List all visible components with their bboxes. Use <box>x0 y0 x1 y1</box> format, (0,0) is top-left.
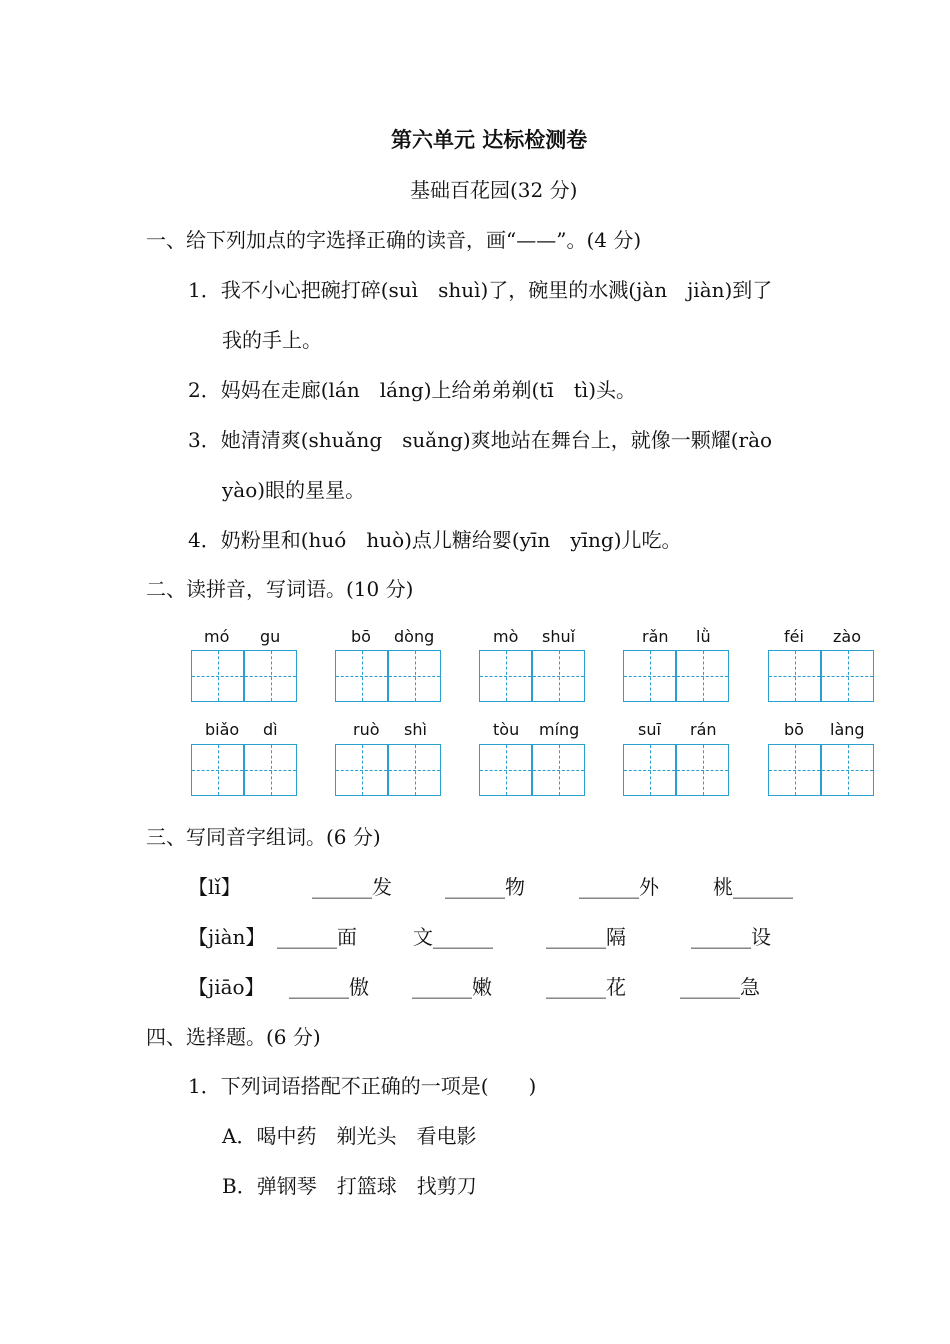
writing-cell[interactable] <box>335 744 388 796</box>
writing-cell[interactable] <box>335 650 388 702</box>
pinyin: rán <box>690 720 717 739</box>
writing-cell[interactable] <box>244 650 297 702</box>
q2-heading: 二、读拼音，写词语。(10 分) <box>146 577 414 601</box>
writing-grid[interactable] <box>479 650 585 702</box>
pinyin: biǎo <box>205 720 240 739</box>
writing-cell[interactable] <box>388 650 441 702</box>
q1-item3-line2: yào)眼的星星。 <box>222 478 366 502</box>
writing-cell[interactable] <box>821 744 874 796</box>
writing-cell[interactable] <box>191 650 244 702</box>
writing-grid[interactable] <box>479 744 585 796</box>
writing-cell[interactable] <box>532 744 585 796</box>
writing-grid[interactable] <box>623 744 729 796</box>
writing-cell[interactable] <box>676 650 729 702</box>
q4-item1: 1．下列词语搭配不正确的一项是( ) <box>188 1074 537 1098</box>
word-blank[interactable]: ______傲 <box>289 975 369 999</box>
homophone-label: 【jiàn】 <box>188 925 266 949</box>
word-blank[interactable]: ______设 <box>691 925 771 949</box>
writing-grid[interactable] <box>335 744 441 796</box>
page-title: 第六单元 达标检测卷 <box>391 128 588 152</box>
writing-cell[interactable] <box>191 744 244 796</box>
pinyin: làng <box>830 720 865 739</box>
writing-cell[interactable] <box>532 650 585 702</box>
writing-cell[interactable] <box>768 744 821 796</box>
option-a[interactable]: A．喝中药 剃光头 看电影 <box>222 1124 477 1148</box>
homophone-label: 【lǐ】 <box>188 875 241 899</box>
writing-grid[interactable] <box>335 650 441 702</box>
writing-cell[interactable] <box>244 744 297 796</box>
word-blank[interactable]: ______外 <box>579 875 659 899</box>
writing-cell[interactable] <box>676 744 729 796</box>
word-blank[interactable]: ______物 <box>445 875 525 899</box>
pinyin: mó <box>204 627 230 646</box>
writing-grid[interactable] <box>623 650 729 702</box>
word-blank[interactable]: 桃______ <box>713 875 793 899</box>
pinyin: mò <box>493 627 519 646</box>
option-b[interactable]: B．弹钢琴 打篮球 找剪刀 <box>222 1174 477 1198</box>
pinyin: shuǐ <box>542 627 576 646</box>
pinyin: lǜ <box>696 627 711 646</box>
word-blank[interactable]: ______发 <box>312 875 392 899</box>
pinyin: féi <box>784 627 804 646</box>
q1-item3-line1: 3．她清清爽(shuǎng suǎng)爽地站在舞台上，就像一颗耀(rào <box>188 428 773 452</box>
homophone-label: 【jiāo】 <box>188 975 265 999</box>
q1-heading: 一、给下列加点的字选择正确的读音，画“——”。(4 分) <box>146 228 642 252</box>
word-blank[interactable]: ______急 <box>680 975 760 999</box>
pinyin: ruò <box>353 720 380 739</box>
section-subtitle: 基础百花园(32 分) <box>410 178 578 202</box>
q1-item1-line1: 1．我不小心把碗打碎(suì shuì)了，碗里的水溅(jàn jiàn)到了 <box>188 278 773 302</box>
pinyin: shì <box>404 720 427 739</box>
writing-cell[interactable] <box>388 744 441 796</box>
pinyin: tòu <box>493 720 520 739</box>
q1-item1-line2: 我的手上。 <box>222 328 322 352</box>
writing-grid[interactable] <box>191 744 297 796</box>
writing-grid[interactable] <box>191 650 297 702</box>
q4-heading: 四、选择题。(6 分) <box>146 1025 321 1049</box>
writing-cell[interactable] <box>479 744 532 796</box>
pinyin: gu <box>260 627 281 646</box>
pinyin: dì <box>263 720 278 739</box>
writing-grid[interactable] <box>768 650 874 702</box>
pinyin: bō <box>351 627 371 646</box>
writing-grid[interactable] <box>768 744 874 796</box>
q1-item4: 4．奶粉里和(huó huò)点儿糖给婴(yīn yīng)儿吃。 <box>188 528 682 552</box>
q3-heading: 三、写同音字组词。(6 分) <box>146 825 381 849</box>
pinyin: suī <box>638 720 661 739</box>
word-blank[interactable]: ______面 <box>277 925 357 949</box>
q1-item2: 2．妈妈在走廊(lán láng)上给弟弟剃(tī tì)头。 <box>188 378 637 402</box>
word-blank[interactable]: ______嫩 <box>412 975 492 999</box>
pinyin: rǎn <box>642 627 669 646</box>
writing-cell[interactable] <box>768 650 821 702</box>
pinyin: míng <box>539 720 580 739</box>
writing-cell[interactable] <box>623 650 676 702</box>
pinyin: dòng <box>394 627 435 646</box>
word-blank[interactable]: 文______ <box>413 925 493 949</box>
pinyin: zào <box>833 627 861 646</box>
writing-cell[interactable] <box>623 744 676 796</box>
writing-cell[interactable] <box>479 650 532 702</box>
word-blank[interactable]: ______花 <box>546 975 626 999</box>
word-blank[interactable]: ______隔 <box>546 925 626 949</box>
pinyin: bō <box>784 720 804 739</box>
writing-cell[interactable] <box>821 650 874 702</box>
